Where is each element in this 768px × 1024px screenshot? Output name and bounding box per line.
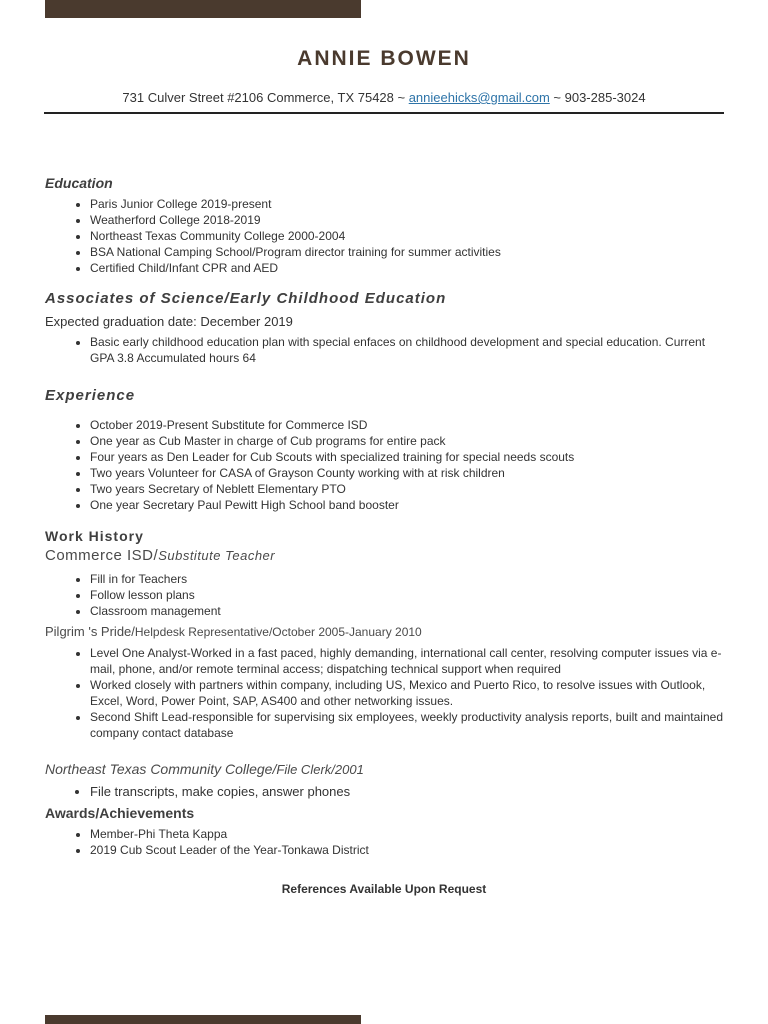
list-item: • Second Shift Lead-responsible for supervising six employees, weekly productivity analysis reports, built and maintained company contact database — [90, 709, 725, 741]
contact-line — [0, 90, 768, 105]
job-duties-pilgrims — [45, 645, 725, 741]
expected-graduation: Expected graduation date: December 2019 — [45, 314, 293, 329]
list-item: • Fill in for Teachers — [90, 571, 725, 587]
list-item: • One year Secretary Paul Pewitt High School band booster — [90, 497, 725, 513]
education-heading: Education — [45, 175, 113, 191]
list-item: • Certified Child/Infant CPR and AED — [90, 260, 725, 276]
degree-heading: Associates of Science/Early Childhood Education — [45, 290, 447, 307]
phone: ~ 903-285-3024 — [549, 90, 646, 105]
list-item: • Follow lesson plans — [90, 587, 725, 603]
list-item: • Two years Volunteer for CASA of Grayson County working with at risk children — [90, 465, 725, 481]
email-link[interactable]: annieehicks@gmail.com — [408, 90, 550, 105]
job-duties-commerce — [45, 571, 725, 619]
company-name: Pilgrim 's Pride/ — [45, 624, 135, 639]
top-decorative-bar — [45, 0, 361, 18]
list-item: • One year as Cub Master in charge of Cub programs for entire pack — [90, 433, 725, 449]
degree-list — [45, 334, 725, 366]
list-item: • BSA National Camping School/Program director training for summer activities — [90, 244, 725, 260]
list-item: • Northeast Texas Community College 2000-2004 — [90, 228, 725, 244]
header-divider — [44, 112, 724, 114]
job-duties-ntcc — [45, 784, 725, 800]
job-heading-commerce — [45, 547, 275, 564]
list-item: • Weatherford College 2018-2019 — [90, 212, 725, 228]
experience-heading: Experience — [45, 387, 136, 404]
company-name: Northeast Texas Community College/ — [45, 761, 277, 777]
list-item: • Two years Secretary of Neblett Elementary PTO — [90, 481, 725, 497]
list-item: • October 2019-Present Substitute for Commerce ISD — [90, 417, 725, 433]
references-note: References Available Upon Request — [281, 882, 487, 896]
job-title: Helpdesk Representative/October 2005-January 2010 — [134, 625, 422, 639]
awards-heading: Awards/Achievements — [45, 805, 195, 821]
job-heading-pilgrims — [45, 624, 422, 639]
list-item: • Worked closely with partners within company, including US, Mexico and Puerto Rico, to resolve issues with Outlook, Excel, Word, Power Point, SAP, AS400 and other networking issues. — [90, 677, 725, 709]
education-list — [45, 196, 725, 276]
awards-list — [45, 826, 725, 858]
job-title: Substitute Teacher — [158, 548, 276, 563]
list-item: • Member-Phi Theta Kappa — [90, 826, 725, 842]
bottom-decorative-bar — [45, 1015, 361, 1024]
list-item: • File transcripts, make copies, answer phones — [90, 784, 725, 800]
list-item: • Four years as Den Leader for Cub Scouts with specialized training for special needs scouts — [90, 449, 725, 465]
list-item: • 2019 Cub Scout Leader of the Year-Tonkawa District — [90, 842, 725, 858]
company-name: Commerce ISD/ — [45, 547, 159, 564]
experience-list — [45, 417, 725, 513]
resume-name: ANNIE BOWEN — [297, 47, 471, 70]
address: 731 Culver Street #2106 Commerce, TX 75428 ~ — [122, 90, 409, 105]
list-item: • Classroom management — [90, 603, 725, 619]
job-heading-ntcc — [45, 761, 364, 777]
list-item: • Paris Junior College 2019-present — [90, 196, 725, 212]
list-item: • Basic early childhood education plan with special enfaces on childhood development and special education. Current GPA 3.8 Accumulated hours 64 — [90, 334, 725, 366]
work-history-heading: Work History — [45, 528, 144, 544]
job-title: File Clerk/2001 — [276, 762, 364, 777]
list-item: • Level One Analyst-Worked in a fast paced, highly demanding, international call center, resolving computer issues via e-mail, phone, and/or remote terminal access; dispatching technical support when required — [90, 645, 725, 677]
